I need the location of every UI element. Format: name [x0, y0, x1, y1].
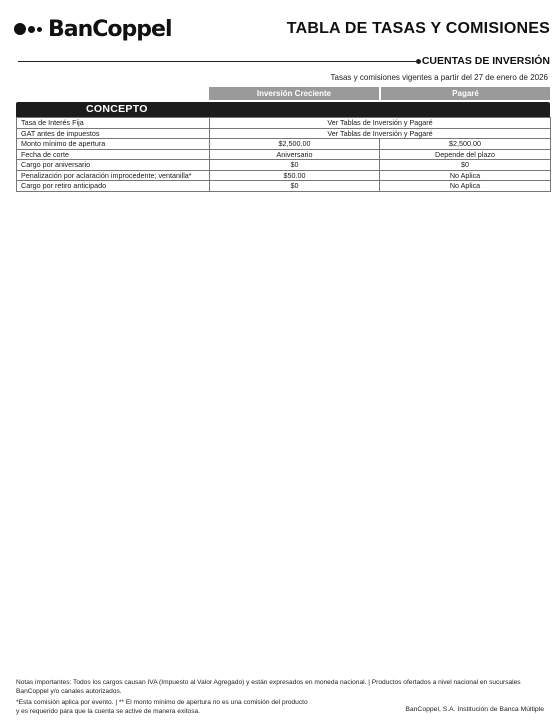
asterisk-note-line-1: *Esta comisión aplica por evento. | ** El monto mínimo de apertura no es una comisión del producto — [16, 699, 308, 706]
rates-table — [16, 117, 551, 192]
row-value-pagare: No Aplica — [380, 170, 551, 181]
legal-entity-name: BanCoppel, S.A. Institución de Banca Múltiple — [405, 706, 544, 713]
asterisk-note-line-2: y es requerido para que la cuenta se active de manera exitosa. — [16, 707, 201, 715]
row-value-inversion: $2,500.00 — [210, 139, 380, 150]
row-value-pagare: Depende del plazo — [380, 149, 551, 160]
row-value-inversion: $50.00 — [210, 170, 380, 181]
row-label: Monto mínimo de apertura — [17, 139, 210, 150]
validity-date-text: Tasas y comisiones vigentes a partir del 27 de enero de 2026 — [330, 73, 548, 82]
table-row — [17, 181, 551, 192]
brand-name: BanCoppel — [48, 16, 172, 42]
row-value-inversion: $0 — [210, 181, 380, 192]
row-value-pagare: $0 — [380, 160, 551, 171]
concept-header-label: CONCEPTO — [86, 103, 148, 115]
divider-dot — [416, 59, 421, 64]
row-value-inversion: $0 — [210, 160, 380, 171]
footer-asterisk-notes — [16, 699, 308, 716]
section-title: CUENTAS DE INVERSIÓN — [421, 55, 550, 67]
row-value-pagare: No Aplica — [380, 181, 551, 192]
row-label: Cargo por aniversario — [17, 160, 210, 171]
column-headers — [209, 87, 550, 100]
row-value-merged: Ver Tablas de Inversión y Pagaré — [210, 118, 551, 129]
concept-header-bar — [16, 102, 550, 117]
row-label: GAT antes de impuestos — [17, 128, 210, 139]
column-header-pagare: Pagaré — [381, 87, 550, 100]
table-row — [17, 128, 551, 139]
logo-dots-icon — [14, 23, 42, 35]
table-row — [17, 139, 551, 150]
document-title: TABLA DE TASAS Y COMISIONES — [286, 20, 550, 37]
table-row — [17, 160, 551, 171]
column-header-inversion-creciente: Inversión Creciente — [209, 87, 379, 100]
table-row — [17, 149, 551, 160]
row-value-pagare: $2,500.00 — [380, 139, 551, 150]
row-value-merged: Ver Tablas de Inversión y Pagaré — [210, 128, 551, 139]
row-label: Fecha de corte — [17, 149, 210, 160]
row-label: Penalización por aclaración improcedente; ventanilla* — [17, 170, 210, 181]
row-label: Cargo por retiro anticipado — [17, 181, 210, 192]
table-row — [17, 170, 551, 181]
header-divider — [18, 61, 418, 62]
bancoppel-logo — [14, 15, 172, 43]
footer-important-notes: Notas importantes: Todos los cargos causan IVA (Impuesto al Valor Agregado) y están expresados en moneda nacional. | Productos ofertados a nivel nacional en sucursales BanCoppel y/o canales autorizados. — [16, 679, 521, 695]
row-value-inversion: Aniversario — [210, 149, 380, 160]
table-row — [17, 118, 551, 129]
row-label: Tasa de Interés Fija — [17, 118, 210, 129]
